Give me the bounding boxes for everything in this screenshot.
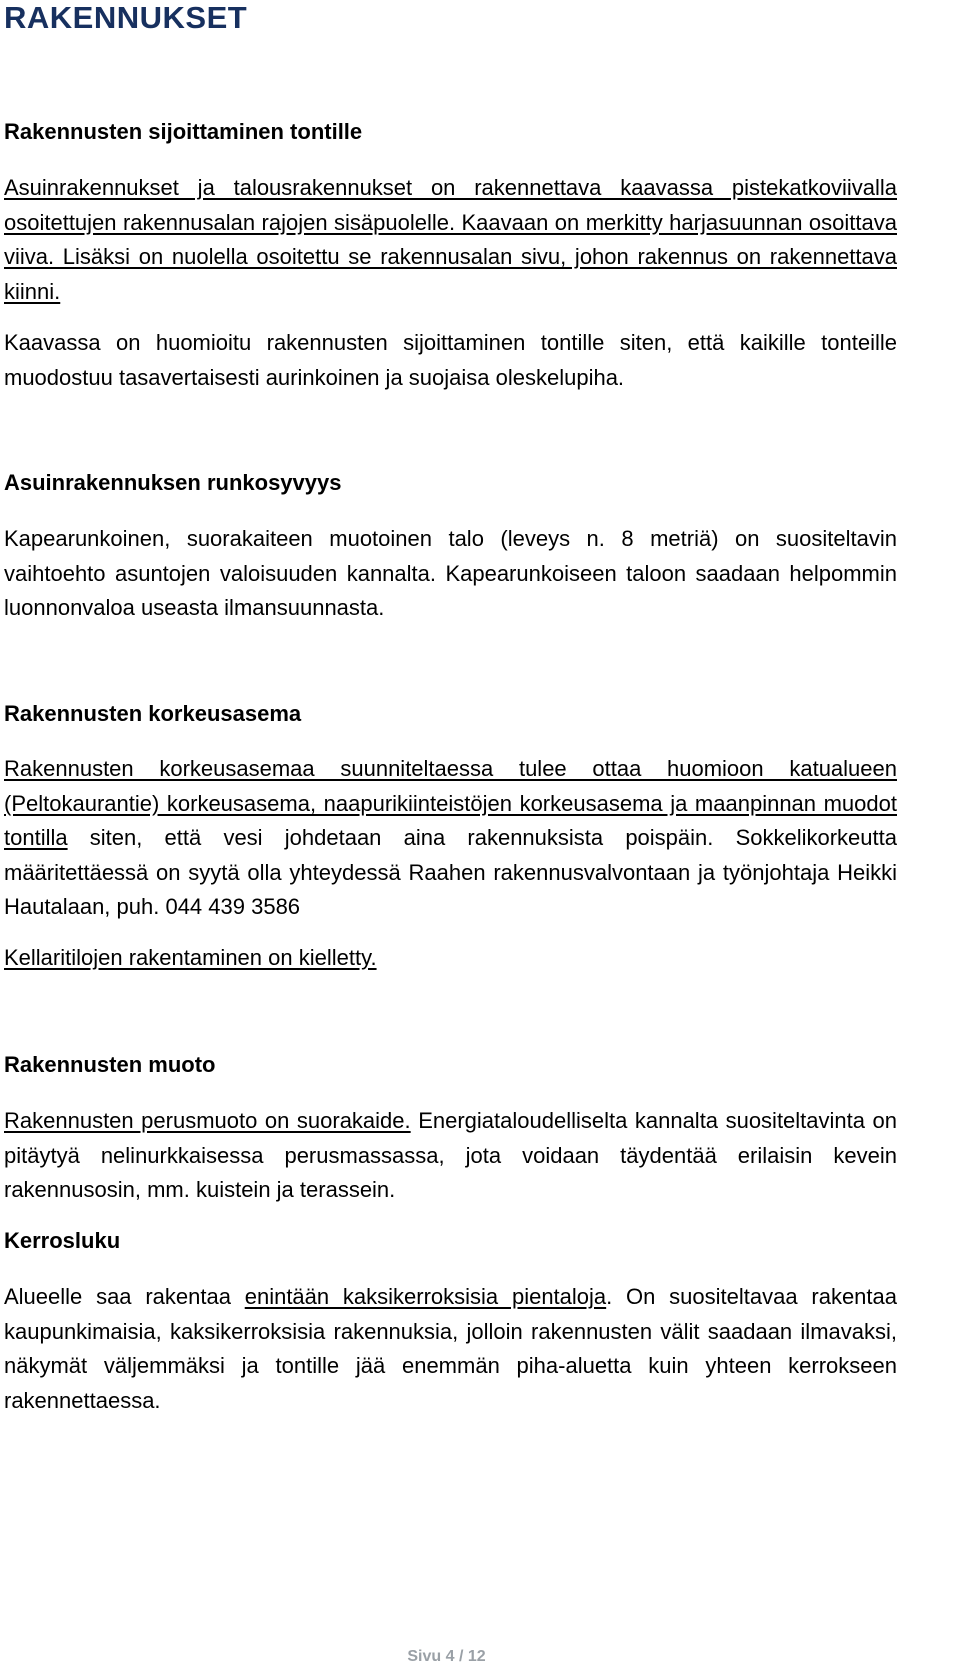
paragraph-text: Energiataloudelliselta kannalta suositeltavinta on pitäytyä nelinurkkaisessa perusmassassa, jota voidaan täydentää erilaisin kevein rakennusosin, mm. kuistein ja terassein. — [4, 1108, 898, 1202]
underlined-text: Asuinrakennukset ja talousrakennukset on rakennettava kaavassa pistekatkoviivalla osoitettujen rakennusalan rajojen sisäpuolelle. Kaavaan on merkitty harjasuunnan osoittava viiva. Lisäksi on nuolella osoitettu se rakennusalan sivu, johon rakennus on rakennettava kiinni. — [4, 175, 897, 304]
heading-kerrosluku: Kerrosluku — [4, 1228, 121, 1253]
paragraph-runkosyvyys: Kapearunkoinen, suorakaiteen muotoinen talo (leveys n. 8 metriä) on suositeltavin vaihtoehto asuntojen valoisuuden kannalta. Kapearunkoiseen taloon saadaan helpommin luonnonvaloa useasta ilmansuunnasta. — [4, 526, 897, 620]
paragraph-muoto — [4, 1104, 897, 1208]
underlined-text: Rakennusten korkeusasemaa suunniteltaessa tulee ottaa huomioon katualueen (Peltokaurantie) korkeusasema, naapurikiinteistöjen korkeusasema ja maanpinnan muodot tontilla — [4, 756, 897, 850]
paragraph-text: Alueelle saa rakentaa — [4, 1284, 245, 1309]
underlined-text: enintään kaksikerroksisia pientaloja — [244, 1284, 607, 1309]
paragraph-text: . On suositeltavaa rakentaa kaupunkimaisia, kaksikerroksisia rakennuksia, jolloin rakennusten välit saadaan ilmavaksi, näkymät väljemmäksi ja tontille jää enemmän piha-aluetta kuin yhteen kerrokseen rakennettaessa. — [4, 1284, 897, 1413]
underlined-text: Kellaritilojen rakentaminen on kielletty. — [4, 945, 377, 970]
paragraph-kerrosluku — [4, 1280, 897, 1418]
paragraph-korkeusasema-1 — [4, 752, 897, 925]
page-number: Sivu 4 / 12 — [407, 1648, 486, 1665]
heading-muoto: Rakennusten muoto — [4, 1052, 216, 1077]
page-title: RAKENNUKSET — [4, 0, 248, 35]
heading-korkeusasema: Rakennusten korkeusasema — [4, 701, 302, 726]
heading-sijoittaminen: Rakennusten sijoittaminen tontille — [4, 119, 363, 144]
paragraph-sijoittaminen-2: Kaavassa on huomioitu rakennusten sijoittaminen tontille siten, että kaikille tonteille muodostuu tasavertaisesti aurinkoinen ja suojaisa oleskelupiha. — [4, 330, 897, 390]
paragraph-text: siten, että vesi johdetaan aina rakennuksista poispäin. Sokkelikorkeutta määritettäessä on syytä olla yhteydessä Raahen rakennusvalvontaan ja työnjohtaja Heikki Hautalaan, puh. 044 439 3586 — [4, 825, 897, 919]
heading-runkosyvyys: Asuinrakennuksen runkosyvyys — [4, 470, 342, 495]
paragraph-korkeusasema-2 — [4, 941, 897, 976]
underlined-text: Rakennusten perusmuoto on suorakaide. — [4, 1108, 411, 1133]
paragraph-sijoittaminen-1 — [4, 171, 897, 309]
